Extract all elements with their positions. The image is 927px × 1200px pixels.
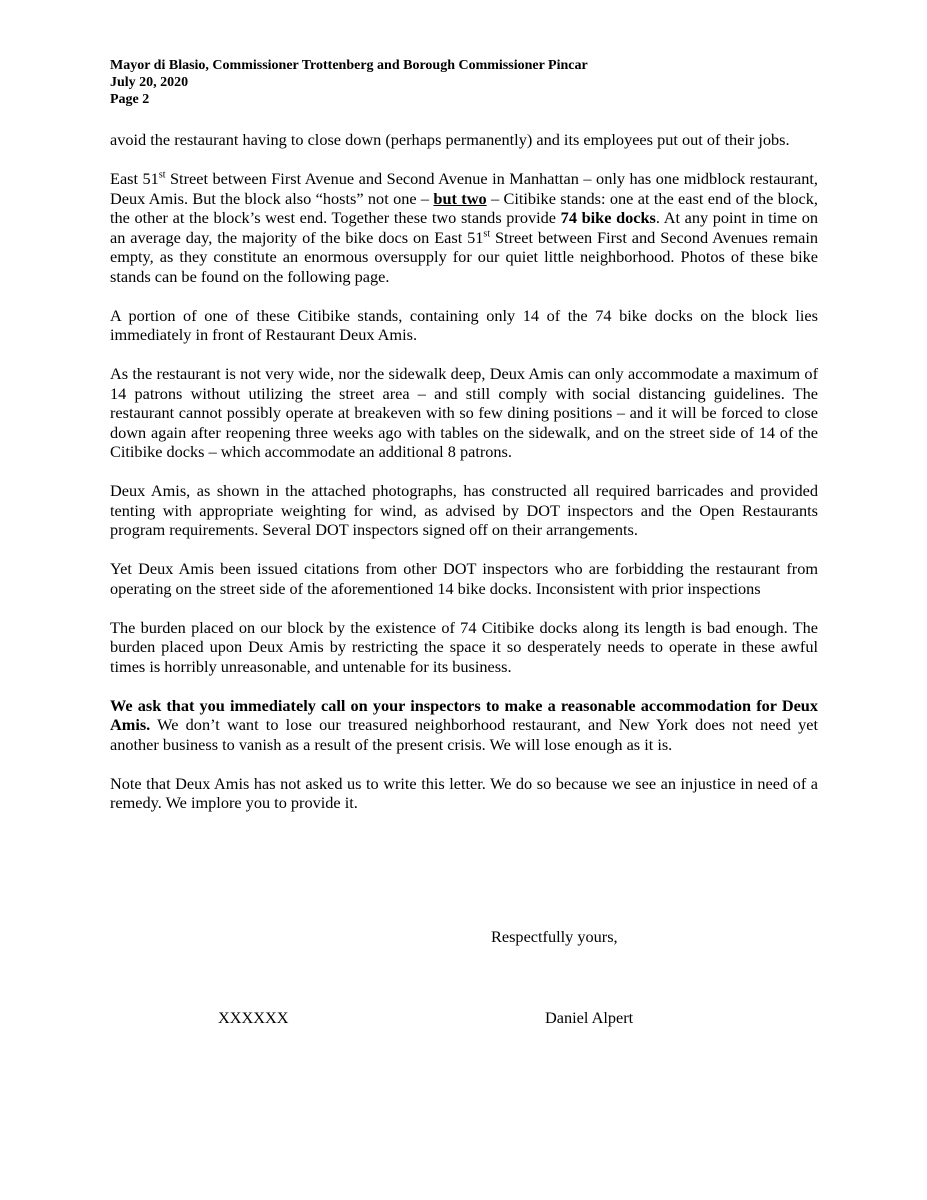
p2-superscript-2: st: [483, 228, 491, 240]
paragraph-3: A portion of one of these Citibike stands, containing only 14 of the 74 bike docks on the block lies immediately in front of Restaurant Deux Amis.: [110, 305, 818, 344]
closing-salutation: Respectfully yours,: [491, 927, 618, 946]
p2-text-g: Street between First and Second Avenues remain empty, as they constitute an enormous oversupply for our quiet little neighborhood. Photos of these bike stands can be found on the following page.: [110, 227, 818, 286]
letter-header: [110, 57, 588, 108]
signature-right: Daniel Alpert: [545, 1008, 634, 1027]
p2-underlined-emphasis: but two: [433, 188, 487, 208]
p8-bold-request: We ask that you immediately call on your inspectors to make a reasonable accommodation for Deux Amis.: [110, 695, 818, 734]
p2-bold-emphasis: 74 bike docks: [560, 208, 656, 227]
p8-text-rest: We don’t want to lose our treasured neighborhood restaurant, and New York does not need yet another business to vanish as a result of the present crisis. We will lose enough as it is.: [110, 715, 818, 754]
paragraph-4: As the restaurant is not very wide, nor the sidewalk deep, Deux Amis can only accommodate a maximum of 14 patrons without utilizing the street area – and still comply with social distancing guidelines. The restaurant cannot possibly operate at breakeven with so few dining positions – and it will be forced to close down again after reopening three weeks ago with tables on the sidewalk, and on the street side of 14 of the Citibike docks – which accommodate an additional 8 patrons.: [110, 364, 818, 461]
signature-left: XXXXXX: [218, 1008, 289, 1027]
header-page-number: Page 2: [110, 92, 150, 107]
p2-superscript-1: st: [158, 169, 166, 181]
paragraph-5: Deux Amis, as shown in the attached photographs, has constructed all required barricades and provided tenting with appropriate weighting for wind, as advised by DOT inspectors and the Open Restaurants program requirements. Several DOT inspectors signed off on their arrangements.: [110, 481, 818, 539]
paragraph-1: avoid the restaurant having to close down (perhaps permanently) and its employees put out of their jobs.: [110, 130, 790, 149]
paragraph-8: [110, 696, 818, 755]
p2-text-a: East 51: [110, 169, 159, 188]
paragraph-7: The burden placed on our block by the existence of 74 Citibike docks along its length is bad enough. The burden placed upon Deux Amis by restricting the space it so desperately needs to operate in these awful times is horribly unreasonable, and untenable for its business.: [110, 617, 818, 676]
p2-text-d: – Citibike stands: one at the east end of the block, the other at the block’s west end. Together these two stands provide: [110, 188, 818, 227]
p2-text-f: . At any point in time on an average day, the majority of the bike docs on East 51: [110, 208, 818, 247]
header-recipients: Mayor di Blasio, Commissioner Trottenberg and Borough Commissioner Pincar: [110, 58, 588, 73]
p2-text-b: Street between First Avenue and Second Avenue in Manhattan – only has one midblock restaurant, Deux Amis. But the block also “hosts” not one –: [110, 169, 818, 208]
paragraph-9: Note that Deux Amis has not asked us to write this letter. We do so because we see an injustice in need of a remedy. We implore you to provide it.: [110, 773, 818, 812]
paragraph-6: Yet Deux Amis been issued citations from other DOT inspectors who are forbidding the restaurant from operating on the street side of the aforementioned 14 bike docks. Inconsistent with prior inspections: [110, 559, 818, 598]
letter-body: [110, 130, 818, 813]
paragraph-2: [110, 169, 818, 286]
header-date: July 20, 2020: [110, 75, 189, 90]
